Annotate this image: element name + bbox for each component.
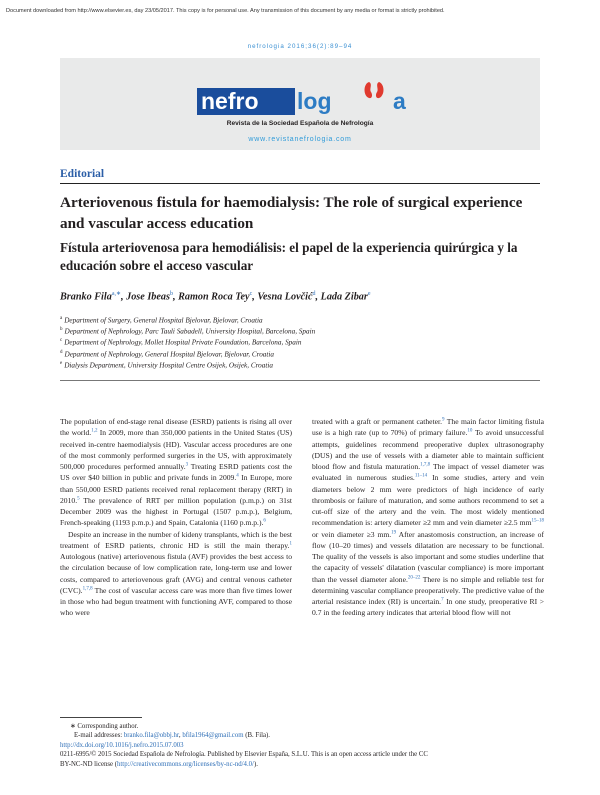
body-text: Treating ESRD patients cost the US over $40 billion in public and private funds in 2009. <box>60 462 292 483</box>
journal-website-link[interactable]: www.revistanefrologia.com <box>248 136 352 143</box>
body-text: In some studies, artery and vein diameters below 2 mm were predictors of high incidence of early thrombosis or failure of maturation, and some authors recommend to set a cut-off size of the artery and the vein. The most widely mentioned recommendation is: artery diameter ≥2 mm and vein diameter ≥2.5 mm <box>312 473 545 528</box>
email-separator: , <box>178 732 183 740</box>
nefrologia-logo-icon <box>197 80 413 118</box>
author-separator: , <box>252 291 258 303</box>
author-affiliation-mark[interactable]: e <box>367 291 371 297</box>
author-name: Vesna Lovčić <box>257 291 313 303</box>
body-column-right <box>312 416 544 619</box>
journal-logo <box>197 80 413 123</box>
affiliation-mark: e <box>60 360 63 366</box>
author-list <box>60 290 371 302</box>
author-name: Lada Zibar <box>320 291 368 303</box>
email-link-1[interactable]: branko.fila@obbj.hr <box>123 732 179 740</box>
affiliation-mark: b <box>60 327 63 333</box>
email-suffix: (B. Fila). <box>243 732 270 740</box>
affiliation-mark: c <box>60 338 63 344</box>
citation-link[interactable]: 3 <box>185 462 189 468</box>
body-paragraph <box>60 529 292 619</box>
body-text: treated with a graft or permanent catheter. <box>312 417 443 426</box>
author-name: Jose Ibeas <box>126 291 170 303</box>
citation-link[interactable]: 5 <box>77 496 80 502</box>
body-text: Autologous (native) arteriovenous fistula (AVF) provides the best access to the circulation because of low complication rate, long-term use and lower costs, compared to arteriovenous graft (AVG) and central venous catheter (CVC). <box>60 552 292 595</box>
download-notice: Document downloaded from http://www.elsevier.es, day 23/05/2017. This copy is for personal use. Any transmission of this document by any media or format is strictly prohibited. <box>6 8 445 14</box>
affiliation-mark: a <box>60 316 63 321</box>
license-link[interactable]: http://creativecommons.org/licenses/by-nc-nd/4.0/ <box>117 760 254 768</box>
author-separator: , <box>121 291 127 303</box>
body-text: or vein diameter ≥3 mm. <box>312 529 392 539</box>
citation-link[interactable]: 6 <box>263 518 266 524</box>
body-text: The prevalence of RRT per million population (p.m.p.) on 31st December 2009 was the highest in Portugal (1507 p.m.p.), Belgium, French-speaking (1193 p.m.p.) and Spain, Catalonia (1160 p.m.p.). <box>60 495 292 528</box>
author-affiliation-mark[interactable]: a,∗ <box>111 291 122 297</box>
citation-link[interactable]: 1,2 <box>91 428 98 434</box>
body-text: In one study, preoperative RI > 0.7 in the feeding artery indicates that arterial blood flow will not <box>312 597 544 618</box>
affiliation-text: Dialysis Department, University Hospital Centre Osijek, Osijek, Croatia <box>64 361 273 370</box>
citation-link[interactable]: 11–14 <box>414 473 428 479</box>
body-text: The main factor limiting fistula use is a high rate (up to 70%) of primary failure. <box>312 417 544 438</box>
body-text: The population of end-stage renal disease (ESRD) patients is rising all over the world. <box>60 417 292 438</box>
citation-link[interactable]: 19 <box>391 529 397 535</box>
divider <box>60 183 540 184</box>
author-name: Branko Fila <box>60 291 112 303</box>
citation-link[interactable]: 1 <box>289 541 292 547</box>
license-suffix: ). <box>253 760 258 768</box>
article-title-spanish: Fístula arteriovenosa para hemodiálisis: el papel de la experiencia quirúrgica y la educación sobre el acceso vascular <box>60 240 518 273</box>
footnotes <box>60 722 540 769</box>
body-text: After anastomosis construction, an increase of flow (10–20 times) and vessels dilatation are necessary to be functional. The quality of the vessels is also important and some studies underline that the capacity of vessels' dilatation (vascular compliance) is more important than the vessel diameter alone. <box>312 529 544 584</box>
svg-text:log: log <box>297 88 332 114</box>
body-column-left <box>60 416 292 619</box>
svg-text:nefro: nefro <box>201 88 259 114</box>
footnote-rule <box>60 717 142 718</box>
email-label: E-mail addresses: <box>74 732 124 740</box>
section-label: Editorial <box>60 168 105 180</box>
body-text: Despite an increase in the number of kideny transplants, which is the best treatment of ESRD patients, chronic HD is still the main therapy. <box>60 529 292 550</box>
author-separator: , <box>315 291 321 303</box>
affiliation-item <box>60 358 540 372</box>
author-name: Ramon Roca Tey <box>178 291 250 303</box>
email-link-2[interactable]: bfila1964@gmail.com <box>182 732 244 740</box>
journal-reference: nefrologia 2016;36(2):89–94 <box>247 43 353 50</box>
citation-link[interactable]: 1,7,8 <box>420 462 431 468</box>
citation-link[interactable]: 10 <box>467 428 473 434</box>
svg-text:a: a <box>393 88 406 114</box>
doi-link[interactable]: http://dx.doi.org/10.1016/j.nefro.2015.07.003 <box>60 741 184 749</box>
body-text: To avoid unsuccessful attempts, guidelines recommend preoperative duplex ultrasonography (DUS) and the use of vessels with a diameter able to maintain sufficient blood flow and fistula maturation. <box>312 428 544 471</box>
body-paragraph <box>312 416 544 619</box>
divider <box>60 380 540 381</box>
affiliation-mark: d <box>60 349 63 355</box>
affiliation-text: Department of Nephrology, Parc Tauli Sabadell, University Hospital, Barcelona, Spain <box>64 327 316 336</box>
body-text: There is no simple and reliable test for determining vascular compliance preoperatively. The predictive value of the arterial resistance index (RI) is uncertain. <box>312 574 544 606</box>
body-text: The impact of vessel diameter was evaluated in numerous studies. <box>312 462 544 483</box>
affiliation-text: Department of Nephrology, General Hospital Bjelovar, Bjelovar, Croatia <box>64 349 274 358</box>
author-affiliation-mark[interactable]: d <box>312 291 316 297</box>
affiliation-text: Department of Nephrology, Mollet Hospital Private Foundation, Barcelona, Spain <box>64 338 302 347</box>
body-text: In 2009, more than 350,000 patients in the United States (US) received in-centre haemodialysis (HD). Vascular access procedures are one of the most commonly performed surgeries in the US, with approximately 500,000 procedures performed annually. <box>60 428 292 471</box>
author-affiliation-mark[interactable]: b <box>169 291 173 297</box>
author-affiliation-mark[interactable]: c <box>249 291 253 297</box>
citation-link[interactable]: 20–22 <box>407 574 421 580</box>
journal-tagline: Revista de la Sociedad Española de Nefrología <box>226 120 374 127</box>
license-prefix: BY-NC-ND license ( <box>60 760 118 768</box>
license-line-2 <box>60 760 540 769</box>
corresponding-author-note: ∗ Corresponding author. <box>70 723 139 730</box>
email-line <box>60 731 540 740</box>
body-text: In Europe, more than 550,000 ESRD patients received renal replacement therapy (RRT) in 2010. <box>60 473 292 505</box>
body-text: The cost of vascular access care was more than five times lower in those who had begun treatment with functioning AVF, compared to those who were <box>60 585 292 618</box>
license-line-1: 0211-6995/© 2015 Sociedad Española de Nefrología. Published by Elsevier España, S.L.U. This is an open access article under the CC <box>60 751 428 759</box>
citation-link[interactable]: 7 <box>441 597 444 603</box>
affiliation-text: Department of Surgery, General Hospital Bjelovar, Bjelovar, Croatia <box>64 316 263 325</box>
body-paragraph <box>60 416 292 529</box>
citation-link[interactable]: 9 <box>442 417 445 423</box>
author-separator: , <box>172 291 179 303</box>
citation-link[interactable]: 15–18 <box>531 518 544 524</box>
citation-link[interactable]: 4 <box>236 473 239 479</box>
citation-link[interactable]: 1,7,8 <box>82 586 93 592</box>
article-title-english: Arteriovenous fistula for haemodialysis: The role of surgical experience and vascular access education <box>60 194 523 232</box>
